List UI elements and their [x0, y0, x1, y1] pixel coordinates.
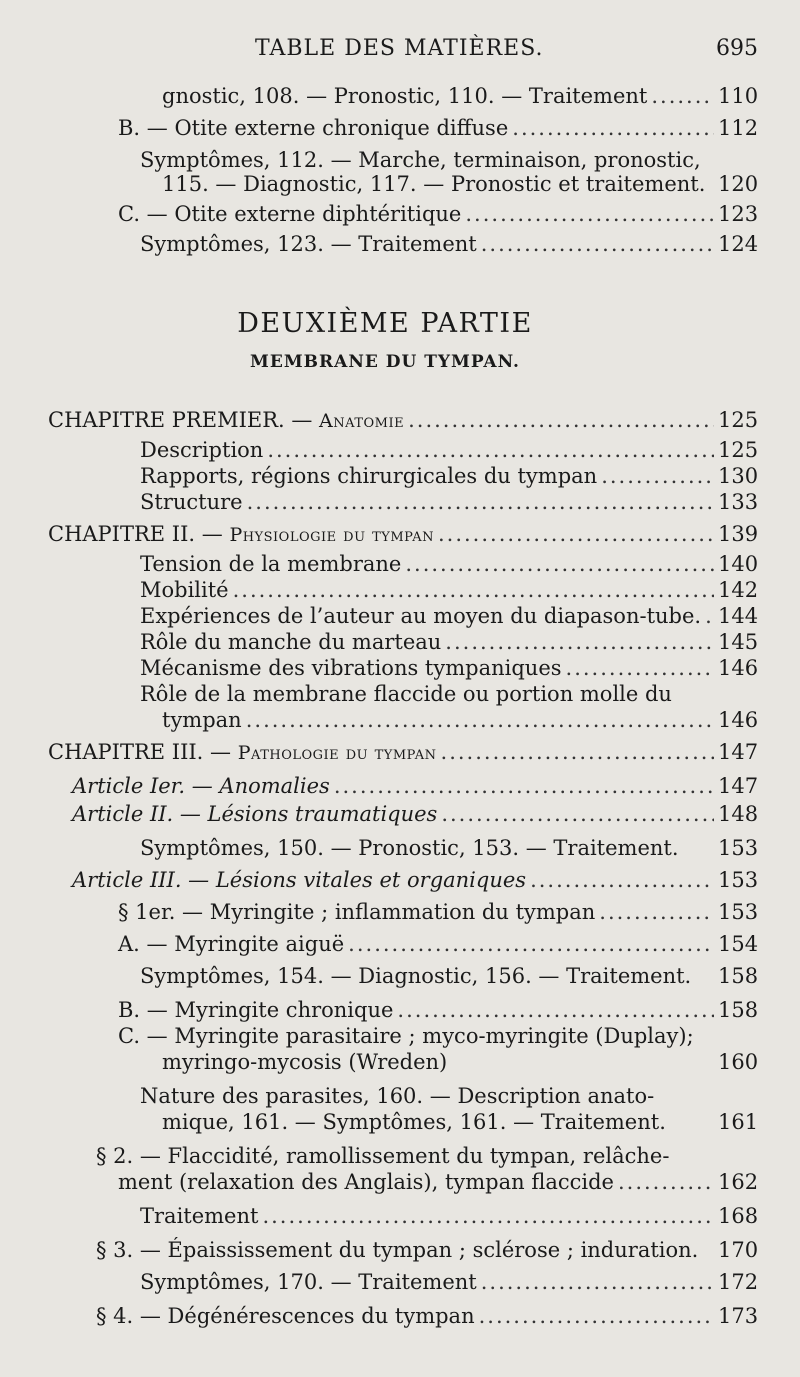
toc-entry: tympan ..... 146 — [162, 708, 754, 742]
running-header — [0, 36, 800, 68]
toc-entry: § 1er. — Myringite ; inflammation du tympan ..... 153 — [118, 900, 754, 934]
toc-entry: § 3. — Épaississement du tympan ; sclérose ; induration. 170 — [96, 1238, 759, 1262]
toc-entry: B. — Otite externe chronique diffuse ..... 112 — [118, 116, 754, 150]
part-subtitle: MEMBRANE DU TYMPAN. — [250, 352, 520, 372]
toc-entry: C. — Otite externe diphtéritique ..... 123 — [118, 202, 754, 236]
toc-entry: § 2. — Flaccidité, ramollissement du tympan, relâche- — [96, 1144, 670, 1168]
toc-entry: Rôle du manche du marteau ..... 145 — [140, 630, 754, 664]
toc-entry: Description ..... 125 — [140, 438, 754, 472]
toc-entry: Symptômes, 123. — Traitement ..... 124 — [140, 232, 754, 266]
toc-entry: Traitement ..... 168 — [140, 1204, 754, 1238]
chapter-heading: CHAPITRE II. — Physiologie du tympan ..... 139 — [48, 522, 754, 556]
part-title: DEUXIÈME PARTIE — [237, 308, 533, 339]
toc-entry: Symptômes, 150. — Pronostic, 153. — Traitement. 153 — [140, 836, 759, 860]
toc-entry: Article Ier. — Anomalies ..... 147 — [72, 774, 754, 808]
toc-entry: A. — Myringite aiguë ..... 154 — [118, 932, 754, 966]
toc-entry: Structure ..... 133 — [140, 490, 754, 524]
toc-entry: Tension de la membrane ..... 140 — [140, 552, 754, 586]
toc-entry: Symptômes, 112. — Marche, terminaison, pronostic, — [140, 148, 701, 172]
toc-entry: gnostic, 108. — Pronostic, 110. — Traitement ..... 110 — [162, 84, 754, 118]
toc-entry: C. — Myringite parasitaire ; myco-myringite (Duplay); — [118, 1024, 694, 1048]
toc-entry: 115. — Diagnostic, 117. — Pronostic et traitement. 120 — [162, 172, 759, 196]
toc-entry: Mécanisme des vibrations tympaniques ..... 146 — [140, 656, 754, 690]
toc-entry: myringo-mycosis (Wreden) 160 — [162, 1050, 759, 1074]
toc-entry: B. — Myringite chronique ..... 158 — [118, 998, 754, 1032]
header-page-number: 695 — [716, 36, 758, 61]
toc-entry: Rôle de la membrane flaccide ou portion molle du — [140, 682, 672, 706]
chapter-heading: CHAPITRE PREMIER. — Anatomie ..... 125 — [48, 408, 754, 442]
toc-entry: ment (relaxation des Anglais), tympan flaccide ..... 162 — [118, 1170, 754, 1204]
toc-entry: Mobilité ..... 142 — [140, 578, 754, 612]
toc-entry: Article II. — Lésions traumatiques ..... 148 — [72, 802, 754, 836]
chapter-heading: CHAPITRE III. — Pathologie du tympan ..... 147 — [48, 740, 754, 774]
toc-entry: Symptômes, 154. — Diagnostic, 156. — Traitement. 158 — [140, 964, 759, 988]
toc-entry: Symptômes, 170. — Traitement ..... 172 — [140, 1270, 754, 1304]
toc-entry: Article III. — Lésions vitales et organiques ..... 153 — [72, 868, 754, 902]
toc-entry: mique, 161. — Symptômes, 161. — Traitement. 161 — [162, 1110, 759, 1134]
toc-entry: Nature des parasites, 160. — Description anato- — [140, 1084, 655, 1108]
toc-entry: Rapports, régions chirurgicales du tympan ..... 130 — [140, 464, 754, 498]
header-title: TABLE DES MATIÈRES. — [255, 36, 544, 61]
toc-entry: Expériences de l’auteur au moyen du diapason-tube. ..... 144 — [140, 604, 754, 638]
toc-entry: § 4. — Dégénérescences du tympan ..... 173 — [96, 1304, 754, 1338]
